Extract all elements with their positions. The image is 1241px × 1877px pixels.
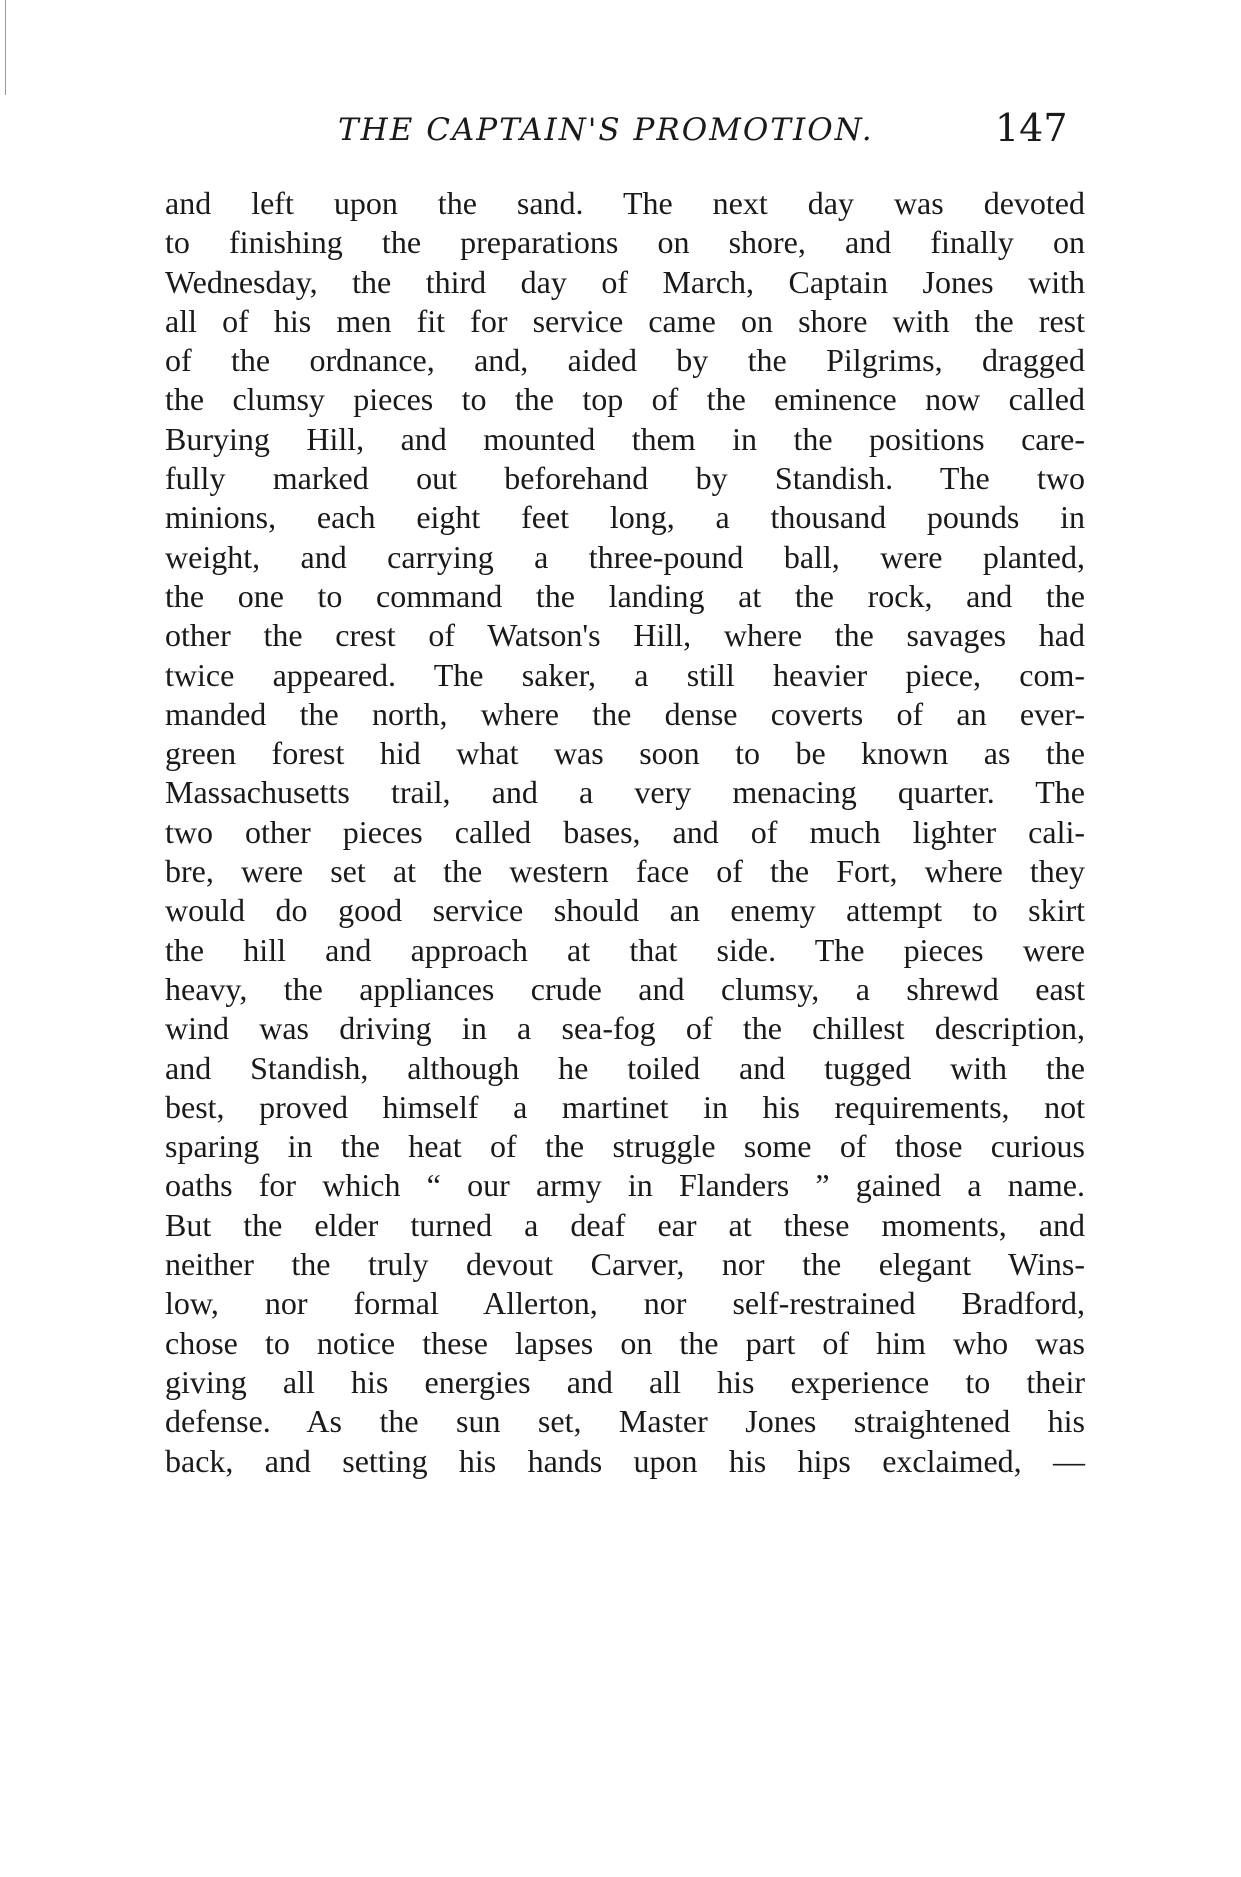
text-line: of the ordnance, and, aided by the Pilgrims, dragged [165,342,1085,379]
text-line: low, nor formal Allerton, nor self-restrained Bradford, [165,1285,1085,1322]
text-line: minions, each eight feet long, a thousand pounds in [165,499,1085,536]
text-line: Massachusetts trail, and a very menacing quarter. The [165,774,1085,811]
text-line: Wednesday, the third day of March, Captain Jones with [165,263,1085,300]
text-line: green forest hid what was soon to be known as the [165,735,1085,772]
text-line: the hill and approach at that side. The pieces were [165,931,1085,968]
scan-edge-mark [5,0,6,95]
text-line: back, and setting his hands upon his hips exclaimed, — [165,1442,1085,1479]
text-line: and Standish, although he toiled and tugged with the [165,1049,1085,1086]
text-line: weight, and carrying a three-pound ball, were planted, [165,538,1085,575]
text-line: manded the north, where the dense coverts of an ever- [165,695,1085,732]
text-line: But the elder turned a deaf ear at these moments, and [165,1206,1085,1243]
text-line: the clumsy pieces to the top of the eminence now called [165,381,1085,418]
text-line: defense. As the sun set, Master Jones straightened his [165,1403,1085,1440]
text-line: best, proved himself a martinet in his requirements, not [165,1088,1085,1125]
text-line: other the crest of Watson's Hill, where the savages had [165,617,1085,654]
text-line: oaths for which “ our army in Flanders ” gained a name. [165,1167,1085,1204]
text-line: neither the truly devout Carver, nor the elegant Wins- [165,1246,1085,1283]
text-line: giving all his energies and all his experience to their [165,1363,1085,1400]
text-line: wind was driving in a sea-fog of the chillest description, [165,1010,1085,1047]
text-line: twice appeared. The saker, a still heavier piece, com- [165,656,1085,693]
running-head-title: THE CAPTAIN'S PROMOTION. [338,112,874,148]
text-line: would do good service should an enemy attempt to skirt [165,892,1085,929]
text-line: the one to command the landing at the rock, and the [165,577,1085,614]
page-number: 147 [995,106,1068,150]
text-line: two other pieces called bases, and of much lighter cali- [165,813,1085,850]
text-line: bre, were set at the western face of the Fort, where they [165,853,1085,890]
text-line: all of his men fit for service came on shore with the rest [165,302,1085,339]
text-line: and left upon the sand. The next day was devoted [165,185,1085,221]
text-line: Burying Hill, and mounted them in the positions care- [165,420,1085,457]
text-line: chose to notice these lapses on the part of him who was [165,1324,1085,1361]
running-head [0,100,1100,160]
text-line: to finishing the preparations on shore, and finally on [165,224,1085,261]
text-line: heavy, the appliances crude and clumsy, a shrewd east [165,970,1085,1007]
text-line: fully marked out beforehand by Standish. The two [165,460,1085,497]
body-text [165,184,1085,1481]
text-line: sparing in the heat of the struggle some of those curious [165,1128,1085,1165]
